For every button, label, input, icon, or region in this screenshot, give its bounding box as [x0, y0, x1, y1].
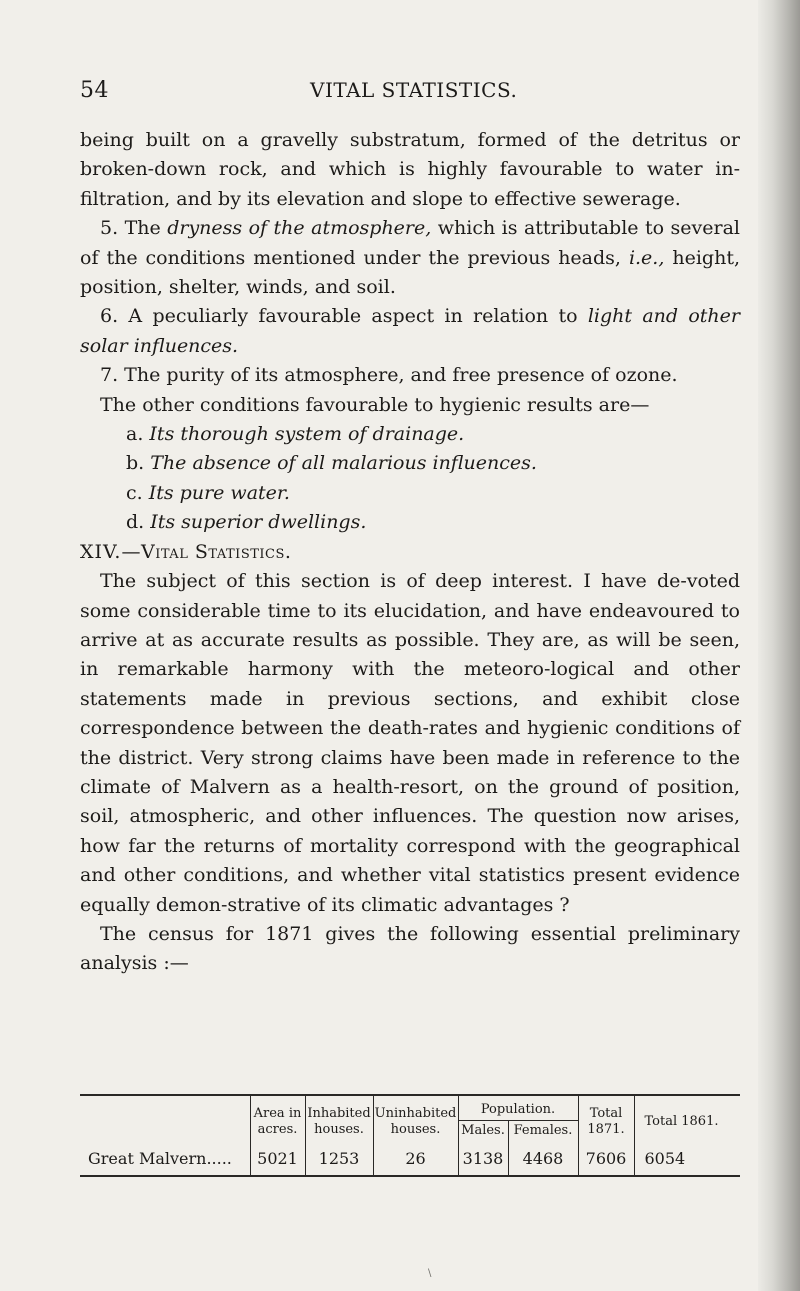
page-body — [80, 126, 740, 979]
paragraph-census: The census for 1871 gives the following essential preliminary analysis :— — [80, 922, 740, 975]
page-edge-shadow — [758, 0, 800, 1291]
list-item: d. Its superior dwellings. — [126, 511, 367, 534]
census-table — [80, 1094, 740, 1177]
census-table-grid — [80, 1096, 738, 1175]
emphasis-ie: i.e., — [628, 246, 665, 269]
cell-inhabited: 1253 — [305, 1141, 373, 1175]
section-number: XIV. — [80, 540, 122, 563]
list-item: c. Its pure water. — [126, 481, 290, 504]
paragraph-other-conditions: The other conditions favourable to hygienic results are— — [100, 393, 650, 416]
table-bottom-rule — [80, 1175, 740, 1177]
col-header-inhabited: Inhabited houses. — [305, 1096, 373, 1141]
col-header-females: Females. — [508, 1121, 578, 1142]
page-number: 54 — [80, 78, 109, 103]
list-item: a. Its thorough system of drainage. — [126, 423, 465, 446]
list-item: b. The absence of all malarious influences. — [126, 452, 537, 475]
cell-total-1861: 6054 — [644, 1148, 686, 1168]
col-header-population: Population. — [458, 1096, 578, 1121]
paragraph-subject: The subject of this section is of deep interest. I have de-voted some considerable time to its elucidation, and have endeavoured to arrive at as accurate results as possible. They are, as will be seen, in remarkable harmony with the meteoro-logical and other statements made in previous sections, and exhibit close correspondence between the death-rates and hygienic conditions of the district. Very strong claims have been made in reference to the climate of Malvern as a health-resort, on the ground of position, soil, atmospheric, and other influences. The question now arises, how far the returns of mortality correspond with the geographical and other conditions, and whether vital statistics present evidence equally demon-strative of its climatic advantages ? — [80, 570, 740, 916]
cell-total-1871: 7606 — [578, 1141, 634, 1175]
col-header-total-1871: Total 1871. — [578, 1096, 634, 1141]
paragraph-item-7: 7. The purity of its atmosphere, and free presence of ozone. — [100, 364, 678, 387]
running-title: VITAL STATISTICS. — [310, 78, 518, 102]
paragraph-substratum: being built on a gravelly substratum, formed of the detritus or broken-down rock, and which is highly favourable to water in-filtration, and by its elevation and slope to effective sewerage. — [80, 129, 740, 210]
cell-uninhabited: 26 — [373, 1141, 458, 1175]
cell-males: 3138 — [458, 1141, 508, 1175]
paragraph-item-6: 6. A peculiarly favourable aspect in relation to light and other solar influences. — [80, 305, 740, 357]
stray-mark: \ — [428, 1268, 432, 1279]
col-header-males: Males. — [458, 1121, 508, 1142]
cell-females: 4468 — [508, 1141, 578, 1175]
paragraph-item-5: 5. The dryness of the atmosphere, which is attributable to several of the conditions mentioned under the previous heads, i.e., height, position, shelter, winds, and soil. — [80, 217, 740, 299]
conditions-list — [80, 420, 740, 538]
col-header-total-1861: Total 1861. — [644, 1113, 719, 1129]
page-header — [80, 78, 740, 110]
section-heading — [80, 538, 740, 567]
table-row — [80, 1141, 738, 1175]
section-title: —Vital Statistics. — [121, 540, 292, 563]
col-header-uninhabited: Uninhabited houses. — [373, 1096, 458, 1141]
cell-place: Great Malvern..... — [80, 1141, 250, 1175]
cell-area: 5021 — [250, 1141, 305, 1175]
emphasis-dryness: dryness of the atmosphere, — [167, 217, 432, 240]
col-header-place — [80, 1096, 250, 1141]
col-header-area: Area in acres. — [250, 1096, 305, 1141]
emphasis-light: light and other solar influences. — [80, 305, 740, 357]
